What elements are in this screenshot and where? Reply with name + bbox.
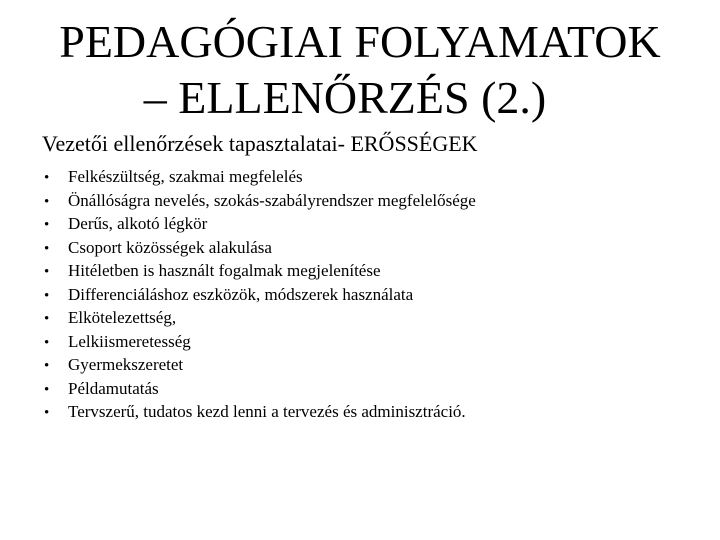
bullet-text: Lelkiismeretesség [68,331,191,351]
bullet-text: Példamutatás [68,378,159,398]
bullet-item [44,306,476,330]
bullet-icon: • [44,287,50,304]
bullet-text: Tervszerű, tudatos kezd lenni a tervezés és adminisztráció. [68,402,466,421]
bullet-icon: • [44,405,50,421]
bullet-icon: • [44,240,50,257]
bullet-text: Felkészültség, szakmai megfelelés [68,167,303,186]
bullet-item [44,165,476,189]
bullet-text: Csoport közösségek alakulása [68,237,272,257]
bullet-text: Önállóságra nevelés, szokás-szabályrendszer megfelelősége [68,190,476,210]
bullet-text: Elkötelezettség, [68,308,177,327]
bullet-item [44,283,476,307]
bullet-icon: • [44,381,50,398]
bullet-icon: • [44,334,50,351]
slide-title-line-1: PEDAGÓGIAI FOLYAMATOK [59,16,661,67]
bullet-text: Gyermekszeretet [68,355,184,374]
bullet-icon: • [44,193,50,210]
bullet-list [44,165,476,424]
bullet-text: Differenciáláshoz eszközök, módszerek használata [68,284,414,304]
bullet-text: Derűs, alkotó légkör [68,214,208,233]
bullet-item [44,353,476,377]
bullet-icon: • [44,264,50,280]
bullet-item [44,400,476,424]
bullet-text: Hitéletben is használt fogalmak megjelenítése [68,261,381,280]
bullet-item [44,212,476,236]
bullet-icon: • [44,311,50,327]
slide-title-line-2: – ELLENŐRZÉS (2.) [143,72,547,123]
bullet-icon: • [44,170,50,186]
slide-subtitle: Vezetői ellenőrzések tapasztalatai- ERŐSSÉGEK [42,131,478,156]
bullet-item [44,259,476,283]
bullet-icon: • [44,358,50,374]
bullet-item [44,377,476,401]
bullet-icon: • [44,217,50,233]
bullet-item [44,189,476,213]
bullet-item [44,330,476,354]
bullet-item [44,236,476,260]
slide-title [0,14,720,126]
